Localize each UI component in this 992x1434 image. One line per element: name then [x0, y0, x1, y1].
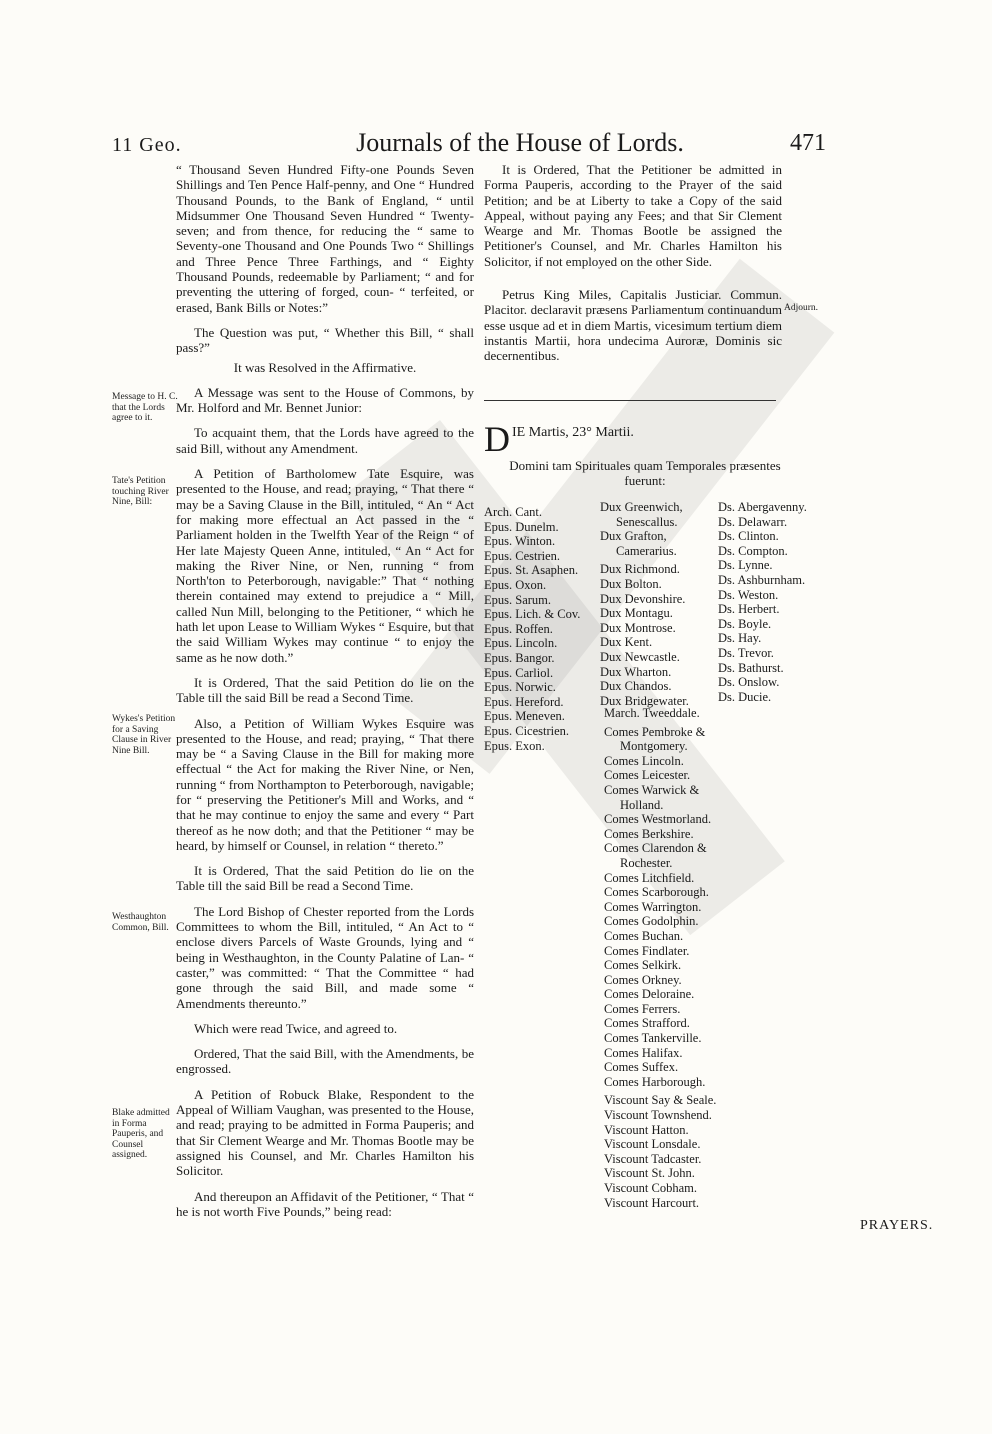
margin-note-westhaughton: Westhaughton Common, Bill.	[112, 912, 169, 933]
attendance-name: Epus. Dunelm.	[484, 519, 559, 534]
attendance-name: Epus. Meneven.	[484, 709, 565, 724]
paragraph: Which were read Twice, and agreed to.	[194, 1020, 398, 1036]
attendance-name: Epus. Exon.	[484, 738, 545, 753]
margin-note-blake: Blake admitted in Forma Pauperis, and Counsel assigned.	[112, 1108, 170, 1160]
attendance-barons	[718, 500, 807, 704]
attendance-name: Ds. Trevor.	[718, 645, 774, 660]
paragraph: Ordered, That the said Bill, with the Amendments, be engrossed.	[176, 1046, 474, 1077]
paragraph: To acquaint them, that the Lords have agreed to the said Bill, without any Amendment.	[176, 425, 474, 456]
attendance-name: Viscount Townshend.	[604, 1108, 712, 1123]
attendance-name: Comes Berkshire.	[604, 826, 694, 841]
attendance-name: Comes Warrington.	[604, 899, 702, 914]
attendance-name: Comes Findlater.	[604, 943, 690, 958]
attendance-name: Ds. Delawarr.	[718, 514, 788, 529]
sitting-date: IE Martis, 23° Martii.	[512, 425, 634, 440]
attendance-name: Dux Wharton.	[600, 664, 672, 679]
attendance-name: Comes Selkirk.	[604, 958, 682, 973]
paragraph: A Message was sent to the House of Commons, by Mr. Holford and Mr. Bennet Junior:	[176, 384, 474, 416]
attendance-bishops	[484, 505, 580, 753]
attendance-name: Ds. Compton.	[718, 543, 788, 558]
margin-note-adjourn: Adjourn.	[784, 303, 819, 313]
paragraph: It is Ordered, That the Petitioner be admitted in Forma Pauperis, according to the Prayer of the said Petition; and be at Liberty to take a Copy of the said Appeal, without paying any Fees; and that Sir Clement Wearge and Mr. Thomas Bootle be assigned the Petitioner's Counsel, and Mr. Charles Hamilton his Solicitor, if not employed on the other Side.	[484, 162, 782, 269]
paragraph: Petrus King Miles, Capitalis Justiciar. Commun. Placitor. declaravit præsens Parliamentum continuandum esse usque ad et in diem Martis, vicesimum tertium diem instantis Martii, hora undecima Auroræ, Dominis sic decernentibus.	[484, 287, 782, 364]
attendance-name: Ds. Boyle.	[718, 616, 772, 631]
attendance-name: Comes Clarendon &	[604, 841, 707, 856]
attendance-name: Comes Westmorland.	[604, 812, 712, 827]
attendance-name: Montgomery.	[620, 739, 688, 754]
attendance-name: Comes Harborough.	[604, 1074, 706, 1089]
attendance-name: Comes Pembroke &	[604, 724, 706, 739]
attendance-name: Epus. Oxon.	[484, 577, 547, 592]
attendance-name: Epus. Lich. & Cov.	[484, 607, 581, 622]
margin-note-tate: Tate's Petition touching River Nine, Bill:	[112, 476, 169, 507]
attendance-name: Epus. Bangor.	[484, 650, 555, 665]
page-number: 471	[790, 130, 826, 156]
paragraph: And thereupon an Affidavit of the Petitioner, “ That “ he is not worth Five Pounds,” being read:	[176, 1188, 474, 1219]
attendance-name: Comes Deloraine.	[604, 987, 695, 1002]
attendance-name: Viscount Cobham.	[604, 1181, 697, 1195]
paragraph: It is Ordered, That the said Petition do lie on the Table till the said Bill be read a Second Time.	[176, 863, 474, 894]
attendance-name: Senescallus.	[616, 514, 678, 529]
attendance-name: Epus. Carliol.	[484, 665, 554, 680]
paragraph: The Lord Bishop of Chester reported from the Lords Committees to whom the Bill, intituled, “ An Act to “ enclose divers Parcels of Waste Grounds, lying and “ being in Westhaughton, in the County Palatine of Lan- “ caster,” was committed: “ That the Committee “ had gone through the said Bill, and made some “ Amendments thereunto.”	[176, 903, 474, 1011]
attendance-name: Rochester.	[620, 855, 673, 870]
attendance-name: Dux Bridgewater.	[600, 693, 689, 708]
attendance-name: Comes Lincoln.	[604, 753, 684, 768]
attendance-name: Ds. Onslow.	[718, 675, 780, 690]
attendance-name: Comes Tankerville.	[604, 1031, 702, 1046]
attendance-name: Comes Scarborough.	[604, 885, 709, 900]
attendance-name: Ds. Clinton.	[718, 529, 779, 544]
attendance-name: Ds. Hay.	[718, 631, 762, 646]
attendance-name: Epus. Sarum.	[484, 592, 552, 607]
header-title: Journals of the House of Lords.	[356, 128, 684, 157]
attendance-name: Viscount Say & Seale.	[604, 1093, 717, 1108]
attendance-name: Comes Suffex.	[604, 1060, 679, 1075]
attendance-name: Ds. Lynne.	[718, 558, 773, 573]
attendance-name: Comes Godolphin.	[604, 914, 699, 929]
paragraph: “ Thousand Seven Hundred Fifty-one Pounds Seven Shillings and Ten Pence Half-penny, and One “ Hundred Thousand Pounds, to the Bank of England, “ until Midsummer One Thousand Seven Hundred “ Twenty-seven; and from thence, for reducing the “ same to Seventy-one Thousand and One Pounds Two “ Shillings and Three Pence Three Farthings, and “ Eighty Thousand Pounds, redeemable by Parliament; “ and for preventing the uttering of forged, coun- “ terfeited, or erased, Bank Bills or Notes:”	[176, 162, 474, 315]
attendance-name: Comes Strafford.	[604, 1016, 690, 1031]
drop-cap: D	[484, 419, 510, 459]
attendance-name: Ds. Herbert.	[718, 602, 780, 617]
attendance-name: Comes Halifax.	[604, 1045, 683, 1060]
attendance-name: Ds. Ashburnham.	[718, 572, 806, 587]
attendance-name: Dux Grafton,	[600, 529, 667, 544]
attendance-name: Comes Litchfield.	[604, 870, 695, 885]
attendance-intro: Domini tam Spirituales quam Temporales præsentes fuerunt:	[509, 458, 781, 489]
attendance-name: Viscount Tadcaster.	[604, 1151, 702, 1166]
paragraph: The Question was put, “ Whether this Bill, “ shall pass?”	[176, 324, 474, 356]
attendance-name: Epus. Hereford.	[484, 694, 564, 709]
header-reign: 11 Geo.	[112, 134, 182, 156]
attendance-name: Epus. Cestrien.	[484, 548, 561, 563]
attendance-name: Dux Montagu.	[600, 606, 673, 621]
margin-note-message: Message to H. C. that the Lords agree to it.	[112, 392, 178, 423]
attendance-name: Dux Kent.	[600, 635, 653, 650]
attendance-name: Comes Warwick &	[604, 782, 700, 797]
attendance-name: Ds. Bathurst.	[718, 660, 784, 675]
attendance-name: Ds. Ducie.	[718, 689, 772, 704]
attendance-name: Dux Montrose.	[600, 620, 676, 635]
paragraph: A Petition of Bartholomew Tate Esquire, was presented to the House, and read; praying, “ That there “ may be a Saving Clause in the Bill, intituled, “ An “ Act for making more effectual an Act passed in the “ Parliament holden in the Twelfth Year of the Reign “ of Her late Majesty Queen Anne, intituled, “ An “ Act for making the River Nine, or Nen, running “ from North'ton to Peterborough, navigable:” That “ nothing therein contained may extend to prejudice a “ Mill, called Nun Mill, belonging to the Petitioner, “ which he hath let upon Lease to William Wykes “ Esquire, but that the said William Wykes may continue “ to enjoy the same as he now doth.”	[176, 466, 474, 665]
attendance-name: Dux Richmond.	[600, 562, 680, 577]
section-divider	[484, 400, 776, 401]
attendance-name: Dux Devonshire.	[600, 591, 686, 606]
paragraph: A Petition of Robuck Blake, Respondent to the Appeal of William Vaughan, was presented to the House, and read; praying to be admitted in Forma Pauperis; and that Sir Clement Wearge and Mr. Thomas Bootle may be assigned his Counsel, and Mr. Charles Hamilton his Solicitor.	[176, 1086, 474, 1179]
attendance-name: March. Tweeddale.	[604, 706, 700, 720]
attendance-name: Dux Chandos.	[600, 679, 672, 694]
sitting-heading	[484, 419, 782, 459]
attendance-name: Ds. Weston.	[718, 587, 779, 602]
attendance-name: Holland.	[620, 797, 664, 812]
attendance-name: Viscount Hatton.	[604, 1122, 689, 1137]
attendance-name: Dux Newcastle.	[600, 649, 680, 664]
attendance-name: Epus. Lincoln.	[484, 636, 558, 651]
attendance-name: Ds. Abergavenny.	[718, 500, 807, 514]
paragraph: It was Resolved in the Affirmative.	[233, 359, 417, 375]
left-column	[176, 162, 474, 1219]
attendance-name: Camerarius.	[616, 543, 677, 558]
attendance-name: Viscount Harcourt.	[604, 1195, 700, 1210]
attendance-name: Viscount Lonsdale.	[604, 1137, 701, 1152]
attendance-name: Viscount St. John.	[604, 1166, 695, 1181]
attendance-temporal	[604, 706, 716, 1210]
attendance-name: Dux Greenwich,	[600, 500, 683, 514]
attendance-name: Epus. Winton.	[484, 534, 556, 549]
margin-note-wykes: Wykes's Petition for a Saving Clause in River Nine Bill.	[112, 714, 176, 756]
paragraph: Also, a Petition of William Wykes Esquire was presented to the House, and read; praying, “ That there may be “ a Saving Clause in the Bill for making more effectual “ the Act for making the River Nine, or Nen, running “ from Northampton to Peterborough, navigable; for “ preserving the Petitioner's Mill and Works, and “ that he may continue to enjoy the same and every “ Part thereof as he now doth; and that the Petitioner “ may be heard, by himself or Counsel, in relation “ thereto.”	[176, 715, 474, 853]
attendance-name: Comes Ferrers.	[604, 1001, 681, 1016]
attendance-name: Comes Leicester.	[604, 768, 691, 783]
attendance-name: Epus. Roffen.	[484, 621, 553, 636]
attendance-name: Epus. Norwic.	[484, 680, 556, 695]
right-column	[484, 162, 782, 364]
attendance-dukes	[600, 500, 689, 708]
attendance-name: Comes Orkney.	[604, 972, 682, 987]
attendance-name: Epus. Cicestrien.	[484, 723, 570, 738]
attendance-name: Epus. St. Asaphen.	[484, 563, 579, 578]
attendance-name: Dux Bolton.	[600, 576, 662, 591]
paragraph: It is Ordered, That the said Petition do lie on the Table till the said Bill be read a Second Time.	[176, 674, 474, 706]
catchword: PRAYERS.	[860, 1218, 934, 1233]
attendance-name: Arch. Cant.	[484, 505, 542, 519]
attendance-name: Comes Buchan.	[604, 928, 684, 943]
